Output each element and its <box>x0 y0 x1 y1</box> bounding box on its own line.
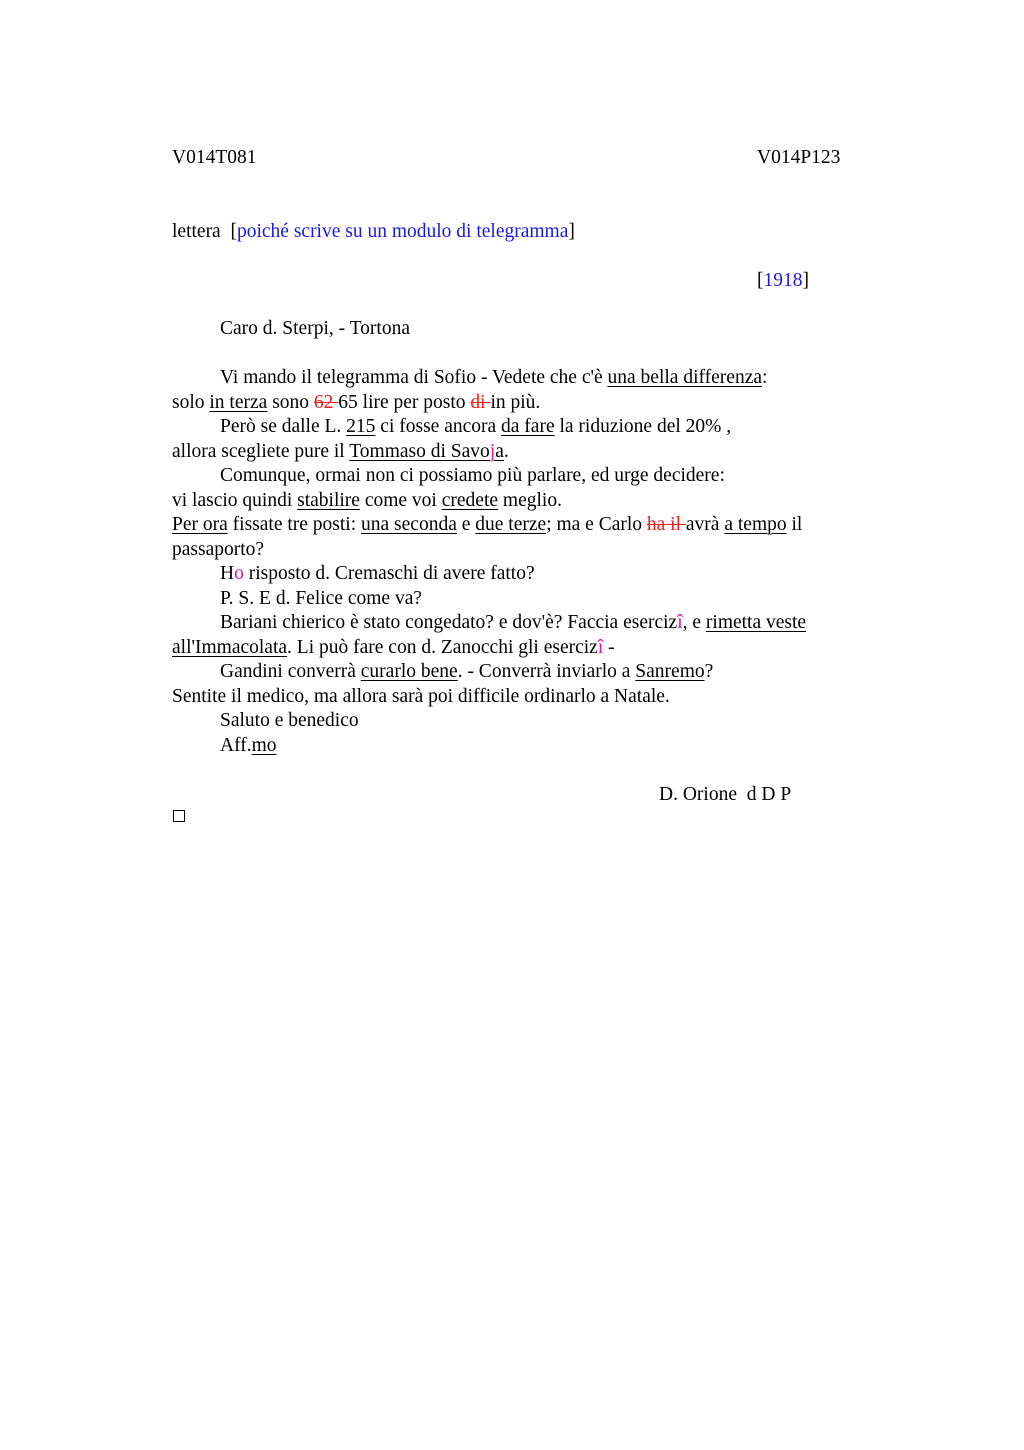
body-line <box>220 588 422 610</box>
body-line <box>220 367 767 389</box>
text: in più. <box>490 392 541 413</box>
date-line <box>757 270 809 292</box>
text: 65 lire per posto <box>338 392 471 413</box>
text: vi lascio quindi <box>172 490 298 511</box>
body-line <box>172 441 509 463</box>
underlined-text-part: a <box>495 441 504 462</box>
underlined-text: 215 <box>346 416 376 437</box>
body-line <box>172 490 562 512</box>
text: avrà <box>685 514 725 535</box>
body-line <box>172 686 670 708</box>
note-bracket-open: [ <box>230 221 237 242</box>
text: Comunque, ormai non ci possiamo più parlare, ed urge decidere: <box>220 465 725 486</box>
body-line <box>220 563 535 585</box>
text: passaporto? <box>172 539 265 560</box>
text: risposto d. Cremaschi di avere fatto? <box>243 563 535 584</box>
body-line <box>172 514 802 536</box>
underlined-text: una bella differenza <box>607 367 762 388</box>
document-id-left: V014T081 <box>172 147 257 168</box>
body-line <box>172 392 540 414</box>
underlined-text: stabilire <box>297 490 360 511</box>
text: il <box>786 514 803 535</box>
text: meglio. <box>498 490 562 511</box>
deleted-text: di <box>470 392 491 413</box>
text: - <box>603 637 615 658</box>
text: . - Converrà inviarlo a <box>457 661 636 682</box>
body-line <box>220 710 359 732</box>
underlined-text: credete <box>441 490 499 511</box>
body-line <box>220 661 713 683</box>
text: la riduzione del 20% , <box>554 416 732 437</box>
underlined-text-part: Tommaso di Savo <box>349 441 490 462</box>
underlined-text: mo <box>251 735 277 756</box>
underlined-text: una seconda <box>361 514 457 535</box>
body-line <box>172 539 264 561</box>
text: solo <box>172 392 210 413</box>
body-line <box>220 612 806 634</box>
document-type-label: lettera <box>172 221 221 242</box>
text: . Li può fare con d. Zanocchi gli eserciz <box>287 637 598 658</box>
inserted-letter: î <box>677 612 683 633</box>
text: ci fosse ancora <box>375 416 502 437</box>
text: Sentite il medico, ma allora sarà poi difficile ordinarlo a Natale. <box>172 686 670 707</box>
underlined-text: due terze <box>475 514 547 535</box>
text: Saluto e benedico <box>220 710 359 731</box>
body-line <box>220 735 277 757</box>
text: Gandini converrà <box>220 661 361 682</box>
text: Bariani chierico è stato congedato? e dov'è? Faccia eserciz <box>220 612 678 633</box>
text: H <box>220 563 235 584</box>
text: : <box>762 367 768 388</box>
text: fissate tre posti: <box>227 514 362 535</box>
text: Aff. <box>220 735 252 756</box>
underlined-text: Per ora <box>172 514 228 535</box>
document-type-line <box>172 221 575 243</box>
text: P. S. E d. Felice come va? <box>220 588 422 609</box>
date-bracket-close: ] <box>802 270 809 291</box>
underlined-text <box>349 441 504 462</box>
text: . <box>503 441 509 462</box>
deleted-text: ha il <box>646 514 686 535</box>
body-line <box>220 416 731 438</box>
underlined-text: Sanremo <box>635 661 705 682</box>
underlined-text: rimetta veste <box>705 612 807 633</box>
inserted-letter: î <box>597 637 604 658</box>
note-bracket-close-char: ] <box>568 221 575 242</box>
underlined-text: a tempo <box>724 514 787 535</box>
document-id-right: V014P123 <box>757 147 841 168</box>
text: sono <box>267 392 314 413</box>
underlined-text: in terza <box>209 392 268 413</box>
text: Vi mando il telegramma di Sofio - Vedete che c'è <box>220 367 608 388</box>
signature: D. Orione d D P <box>659 784 792 805</box>
deleted-text: 62 <box>313 392 339 413</box>
text: ; ma e Carlo <box>546 514 647 535</box>
date-bracket-open: [ <box>757 270 764 291</box>
text: come voi <box>359 490 442 511</box>
text: ? <box>704 661 714 682</box>
body-line <box>172 637 615 659</box>
underlined-text: all'Immacolata <box>172 637 288 658</box>
end-marker-box-icon <box>173 810 185 822</box>
underlined-text: curarlo bene <box>360 661 458 682</box>
text: allora scegliete pure il <box>172 441 350 462</box>
text: , e <box>682 612 706 633</box>
inserted-letter: j <box>489 441 496 462</box>
text: e <box>456 514 476 535</box>
editorial-note: poiché scrive su un modulo di telegramma <box>236 221 569 242</box>
text: Però se dalle L. <box>220 416 347 437</box>
inserted-letter: o <box>234 563 244 584</box>
salutation: Caro d. Sterpi, - Tortona <box>220 318 410 339</box>
underlined-text: da fare <box>501 416 555 437</box>
body-line <box>220 465 725 487</box>
date-year: 1918 <box>763 270 803 291</box>
